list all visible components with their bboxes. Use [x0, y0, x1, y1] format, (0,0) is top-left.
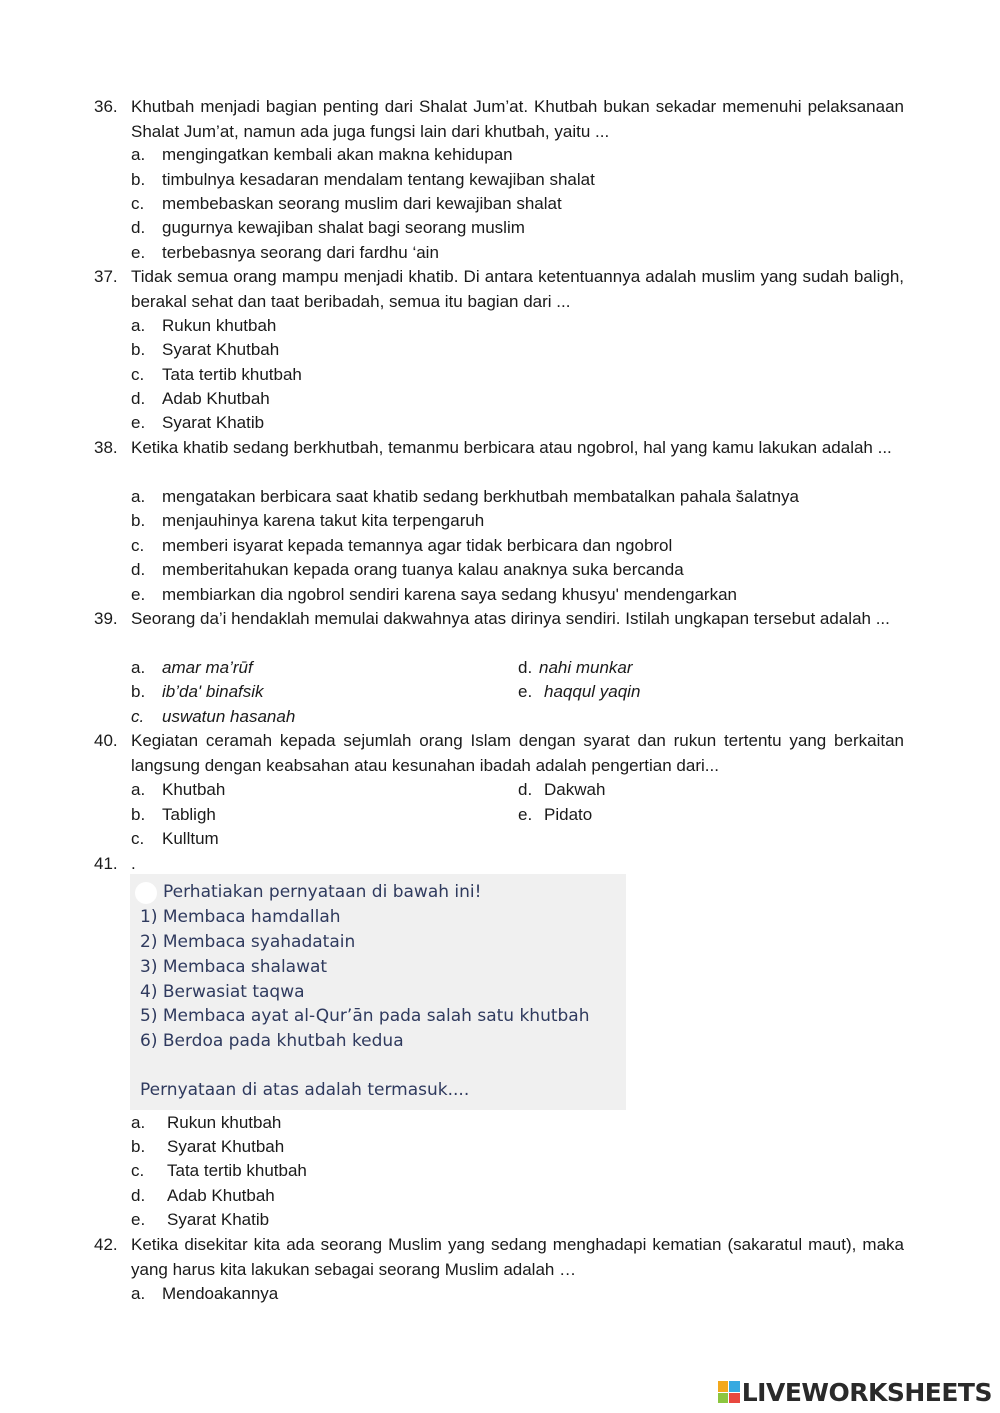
question-text: Ketika disekitar kita ada seorang Muslim yang sedang menghadapi kematian (sakaratul maut), maka yang harus kita lakukan sebagai seorang Muslim adalah …	[131, 1235, 904, 1279]
option-text: Rukun khutbah	[167, 1113, 282, 1132]
liveworksheets-logo	[718, 1379, 992, 1405]
option-letter: e.	[131, 413, 146, 432]
option-letter: d.	[518, 780, 533, 799]
option-letter: e.	[518, 805, 533, 824]
option-text: memberitahukan kepada orang tuanya kalau anaknya suka bercanda	[162, 560, 684, 579]
option-40-b[interactable]	[131, 803, 216, 828]
option-39-c[interactable]	[131, 705, 295, 730]
option-letter: e.	[131, 243, 146, 262]
option-letter: b.	[131, 511, 146, 530]
question-text: Khutbah menjadi bagian penting dari Shalat Jum’at. Khutbah bukan sekadar memenuhi pelaksanaan Shalat Jum’at, namun ada juga fungsi lain dari khutbah, yaitu ...	[131, 97, 904, 141]
option-letter: b.	[131, 340, 146, 359]
option-text: Adab Khutbah	[162, 389, 270, 408]
option-39-a[interactable]	[131, 656, 253, 681]
option-text: mengingatkan kembali akan makna kehidupan	[162, 145, 513, 164]
option-letter: b.	[131, 805, 146, 824]
option-text: Mendoakannya	[162, 1284, 279, 1303]
option-37-b[interactable]	[131, 338, 279, 363]
option-letter: a.	[131, 780, 146, 799]
option-36-b[interactable]	[131, 168, 595, 193]
option-text: Kulltum	[162, 829, 219, 848]
option-letter: a.	[131, 1113, 146, 1132]
question-number: 42.	[94, 1235, 118, 1254]
option-text: Syarat Khatib	[167, 1210, 270, 1229]
question-text: Tidak semua orang mampu menjadi khatib. Di antara ketentuannya adalah muslim yang sudah baligh, berakal sehat dan taat beribadah, semua itu bagian dari ...	[131, 267, 904, 311]
option-text: Tata tertib khutbah	[167, 1161, 307, 1180]
option-letter: d.	[131, 389, 146, 408]
option-letter: c.	[131, 829, 145, 848]
option-40-e[interactable]	[518, 803, 592, 828]
option-text: memberi isyarat kepada temannya agar tidak berbicara dan ngobrol	[162, 536, 673, 555]
option-letter: a.	[131, 1284, 146, 1303]
option-38-a[interactable]	[131, 485, 799, 510]
option-text: membebaskan seorang muslim dari kewajiban shalat	[162, 194, 562, 213]
option-38-d[interactable]	[131, 558, 684, 583]
option-text: ib’da' binafsik	[162, 682, 264, 701]
circle-icon	[135, 882, 157, 904]
question-number: 38.	[94, 438, 118, 457]
option-letter: c.	[131, 365, 145, 384]
option-text: haqqul yaqin	[544, 682, 641, 701]
question-number: 37.	[94, 267, 118, 286]
option-text: Pidato	[544, 805, 593, 824]
option-38-e[interactable]	[131, 583, 737, 608]
option-text: gugurnya kewajiban shalat bagi seorang muslim	[162, 218, 525, 237]
question-text: Seorang da’i hendaklah memulai dakwahnya atas dirinya sendiri. Istilah ungkapan tersebut adalah ...	[131, 609, 890, 628]
option-42-a[interactable]	[131, 1282, 278, 1307]
option-letter: c.	[131, 536, 145, 555]
question-number: 41.	[94, 854, 118, 873]
option-text: Dakwah	[544, 780, 606, 799]
question-39	[94, 607, 904, 632]
image-line: 1) Membaca hamdallah	[140, 907, 341, 927]
option-text: Adab Khutbah	[167, 1186, 275, 1205]
option-37-d[interactable]	[131, 387, 270, 412]
logo-square	[718, 1393, 729, 1404]
option-text: uswatun hasanah	[162, 707, 296, 726]
option-letter: a.	[131, 145, 146, 164]
question-number: 39.	[94, 609, 118, 628]
logo-text: LIVEWORKSHEETS	[741, 1377, 992, 1407]
option-letter: c.	[131, 1161, 145, 1180]
question-37	[94, 265, 904, 314]
question-text: Kegiatan ceramah kepada sejumlah orang Islam dengan syarat dan rukun tertentu yang berkaitan langsung dengan keabsahan atau kesunahan ibadah adalah pengertian dari...	[131, 731, 904, 775]
option-39-d[interactable]	[518, 656, 633, 681]
image-line: 5) Membaca ayat al-Qur’ān pada salah satu khutbah	[140, 1006, 590, 1026]
option-text: membiarkan dia ngobrol sendiri karena saya sedang khusyu' mendengarkan	[162, 585, 737, 604]
question-42	[94, 1233, 904, 1282]
option-37-e[interactable]	[131, 411, 264, 436]
option-36-a[interactable]	[131, 143, 513, 168]
option-letter: a.	[131, 658, 146, 677]
option-36-c[interactable]	[131, 192, 562, 217]
option-letter: b.	[131, 1137, 146, 1156]
option-38-b[interactable]	[131, 509, 484, 534]
option-text: menjauhinya karena takut kita terpengaruh	[162, 511, 485, 530]
option-text: Khutbah	[162, 780, 226, 799]
option-text: timbulnya kesadaran mendalam tentang kewajiban shalat	[162, 170, 595, 189]
option-38-c[interactable]	[131, 534, 672, 559]
option-letter: b.	[131, 170, 146, 189]
option-letter: a.	[131, 316, 146, 335]
question-text: .	[131, 854, 136, 873]
option-text: amar ma’rūf	[162, 658, 253, 677]
image-question: Pernyataan di atas adalah termasuk....	[140, 1080, 470, 1100]
logo-square	[729, 1381, 740, 1392]
option-text: terbebasnya seorang dari fardhu ‘ain	[162, 243, 439, 262]
option-letter: d.	[518, 658, 533, 677]
option-letter: c.	[131, 194, 145, 213]
option-37-c[interactable]	[131, 363, 302, 388]
question-38	[94, 436, 904, 461]
option-39-e[interactable]	[518, 680, 640, 705]
option-text: Tata tertib khutbah	[162, 365, 302, 384]
image-heading: Perhatiakan pernyataan di bawah ini!	[163, 882, 482, 902]
question-number: 36.	[94, 97, 118, 116]
option-39-b[interactable]	[131, 680, 264, 705]
option-41-d[interactable]	[131, 1184, 275, 1209]
question-40	[94, 729, 904, 778]
logo-square	[718, 1381, 729, 1392]
option-40-c[interactable]	[131, 827, 219, 852]
option-letter: e.	[518, 682, 533, 701]
option-letter: b.	[131, 682, 146, 701]
question-36	[94, 95, 904, 144]
option-letter: d.	[131, 218, 146, 237]
option-text: Syarat Khutbah	[162, 340, 280, 359]
option-text: Syarat Khatib	[162, 413, 265, 432]
question-image	[130, 874, 626, 1110]
question-text: Ketika khatib sedang berkhutbah, temanmu berbicara atau ngobrol, hal yang kamu lakukan adalah ...	[131, 438, 892, 457]
option-letter: e.	[131, 1210, 146, 1229]
option-36-d[interactable]	[131, 216, 525, 241]
option-41-c[interactable]	[131, 1159, 307, 1184]
option-letter: d.	[131, 560, 146, 579]
image-line: 6) Berdoa pada khutbah kedua	[140, 1031, 404, 1051]
option-41-e[interactable]	[131, 1208, 269, 1233]
logo-mark-icon	[718, 1381, 740, 1403]
option-text: nahi munkar	[539, 658, 633, 677]
option-letter: e.	[131, 585, 146, 604]
option-text: Rukun khutbah	[162, 316, 277, 335]
option-41-a[interactable]	[131, 1111, 281, 1136]
option-41-b[interactable]	[131, 1135, 284, 1160]
option-36-e[interactable]	[131, 241, 439, 266]
image-line: 3) Membaca shalawat	[140, 957, 328, 977]
image-line: 2) Membaca syahadatain	[140, 932, 356, 952]
option-37-a[interactable]	[131, 314, 276, 339]
option-letter: d.	[131, 1186, 146, 1205]
option-text: mengatakan berbicara saat khatib sedang berkhutbah membatalkan pahala šalatnya	[162, 487, 799, 506]
option-text: Tabligh	[162, 805, 216, 824]
option-letter: a.	[131, 487, 146, 506]
option-40-a[interactable]	[131, 778, 225, 803]
question-41	[94, 852, 904, 877]
question-number: 40.	[94, 731, 118, 750]
option-40-d[interactable]	[518, 778, 605, 803]
logo-square	[729, 1393, 740, 1404]
option-text: Syarat Khutbah	[167, 1137, 285, 1156]
option-letter: c.	[131, 707, 145, 726]
image-line: 4) Berwasiat taqwa	[140, 982, 305, 1002]
